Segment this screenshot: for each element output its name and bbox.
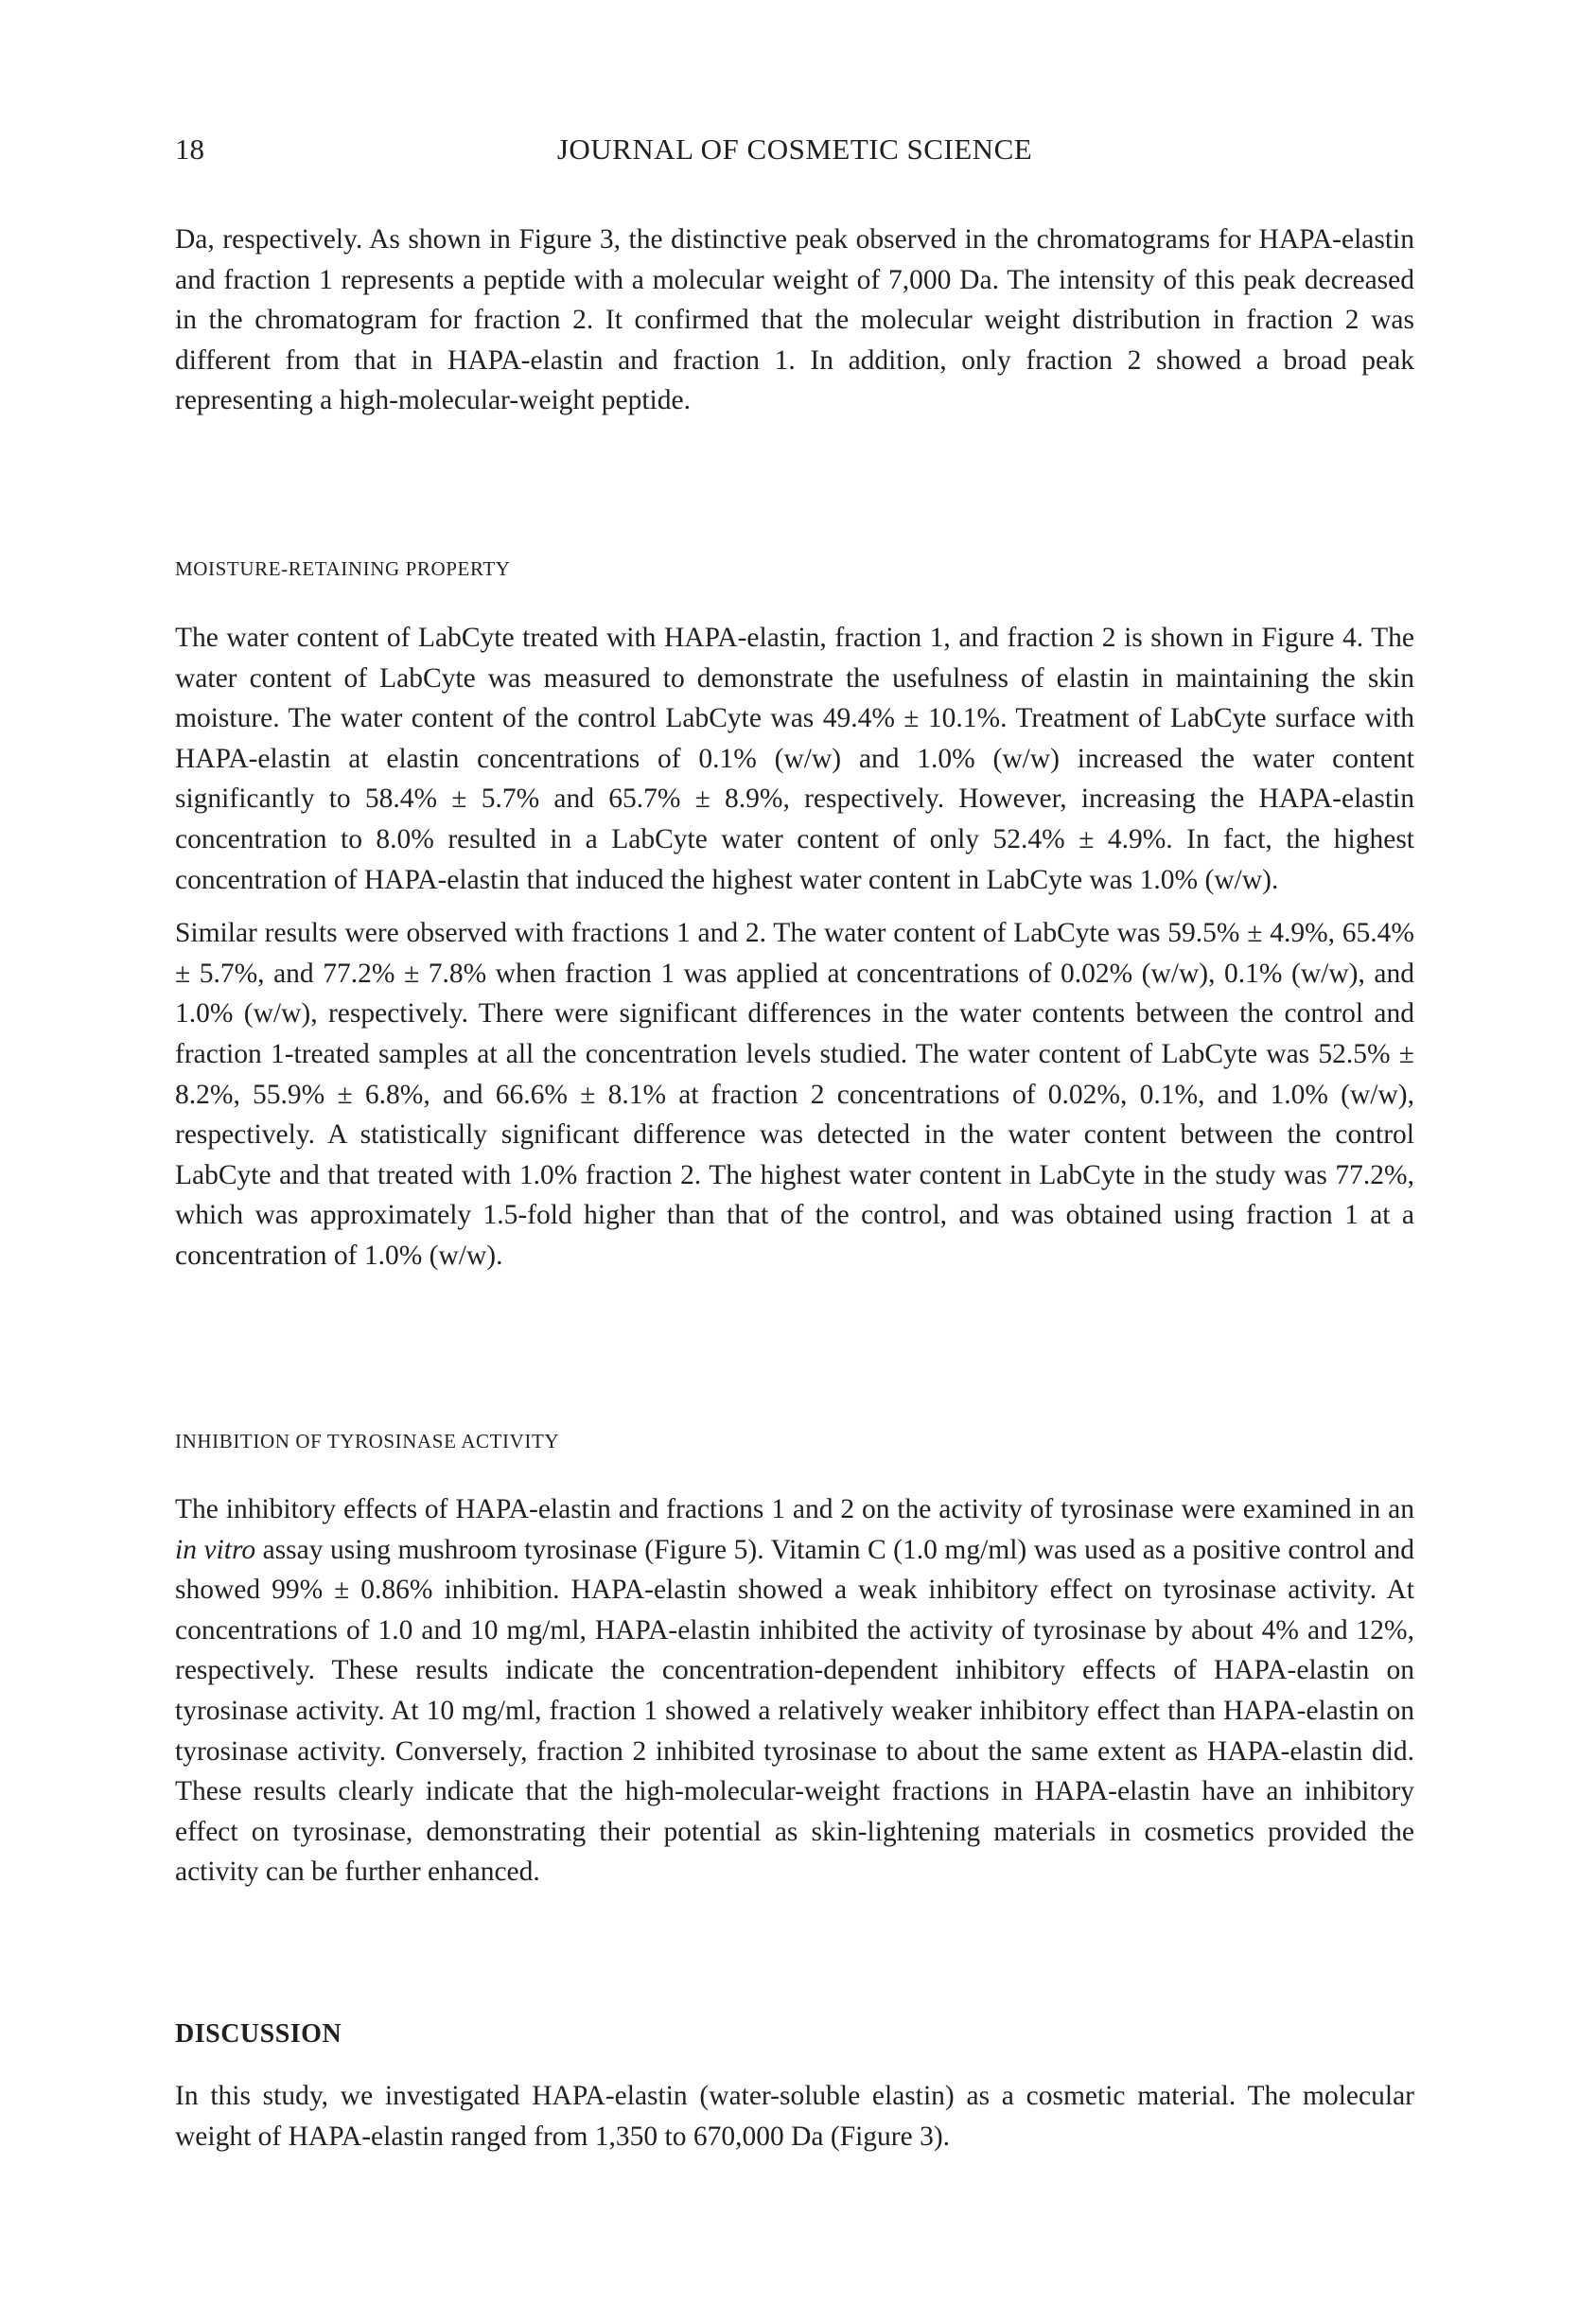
subsection-heading-tyrosinase: INHIBITION OF TYROSINASE ACTIVITY: [175, 1430, 560, 1452]
paragraph: In this study, we investigated HAPA-elastin (water-soluble elastin) as a cosmetic material. The molecular weight of HAPA-elastin ranged from 1,350 to 670,000 Da (Figure 3).: [175, 2081, 1414, 2152]
discussion-section: [175, 2076, 1414, 2156]
paragraph: The water content of LabCyte treated with HAPA-elastin, fraction 1, and fraction 2 is shown in Figure 4. The water content of LabCyte was measured to demonstrate the usefulness of elastin in maintaining the skin moisture. The water content of the control LabCyte was 49.4% ± 10.1%. Treatment of LabCyte surface with HAPA-elastin at elastin concentrations of 0.1% (w/w) and 1.0% (w/w) increased the water content significantly to 58.4% ± 5.7% and 65.7% ± 8.9%, respectively. However, increasing the HAPA-elastin concentration to 8.0% resulted in a LabCyte water content of only 52.4% ± 4.9%. In fact, the highest concentration of HAPA-elastin that induced the highest water content in LabCyte was 1.0% (w/w).: [175, 623, 1414, 895]
moisture-section: [175, 618, 1414, 1276]
intro-continuation: [175, 220, 1414, 421]
tyrosinase-section: [175, 1489, 1414, 1892]
page-number: 18: [175, 132, 204, 166]
italic-term: in vitro: [175, 1534, 256, 1565]
subsection-heading-moisture: MOISTURE-RETAINING PROPERTY: [175, 557, 511, 580]
running-head: [175, 131, 1414, 168]
paragraph: Similar results were observed with fractions 1 and 2. The water content of LabCyte was 59.5% ± 4.9%, 65.4% ± 5.7%, and 77.2% ± 7.8% when fraction 1 was applied at concentrations of 0.02% (w/w), 0.1% (w/w), and 1.0% (w/w), respectively. There were significant differences in the water contents between the control and fraction 1-treated samples at all the concentration levels studied. The water content of LabCyte was 52.5% ± 8.2%, 55.9% ± 6.8%, and 66.6% ± 8.1% at fraction 2 concentrations of 0.02%, 0.1%, and 1.0% (w/w), respectively. A statistically significant difference was detected in the water content between the control LabCyte and that treated with 1.0% fraction 2. The highest water content in LabCyte in the study was 77.2%, which was approximately 1.5-fold higher than that of the control, and was obtained using fraction 1 at a concentration of 1.0% (w/w).: [175, 918, 1414, 1271]
paragraph: Da, respectively. As shown in Figure 3, the distinctive peak observed in the chromatograms for HAPA-elastin and fraction 1 represents a peptide with a molecular weight of 7,000 Da. The intensity of this peak decreased in the chromatogram for fraction 2. It confirmed that the molecular weight distribution in fraction 2 was different from that in HAPA-elastin and fraction 1. In addition, only fraction 2 showed a broad peak representing a high-molecular-weight peptide.: [175, 224, 1414, 416]
paragraph: The inhibitory effects of HAPA-elastin and fractions 1 and 2 on the activity of tyrosinase were examined in an in vitro assay using mushroom tyrosinase (Figure 5). Vitamin C (1.0 mg/ml) was used as a positive control and showed 99% ± 0.86% inhibition. HAPA-elastin showed a weak inhibitory effect on tyrosinase activity. At concentrations of 1.0 and 10 mg/ml, HAPA-elastin inhibited the activity of tyrosinase by about 4% and 12%, respectively. These results indicate the concentration-dependent inhibitory effects of HAPA-elastin on tyrosinase activity. At 10 mg/ml, fraction 1 showed a relatively weaker inhibitory effect than HAPA-elastin on tyrosinase activity. Conversely, fraction 2 inhibited tyrosinase to about the same extent as HAPA-elastin did. These results clearly indicate that the high-molecular-weight fractions in HAPA-elastin have an inhibitory effect on tyrosinase, demonstrating their potential as skin-lightening materials in cosmetics provided the activity can be further enhanced.: [175, 1494, 1415, 1888]
section-heading-discussion: DISCUSSION: [175, 2019, 342, 2049]
journal-title: JOURNAL OF COSMETIC SCIENCE: [556, 132, 1033, 166]
